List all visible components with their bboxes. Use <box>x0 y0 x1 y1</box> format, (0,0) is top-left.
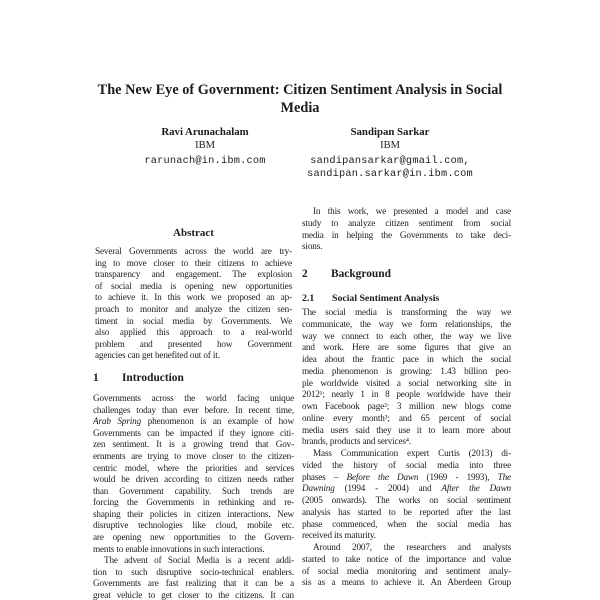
section-1-heading <box>93 371 294 385</box>
author-affiliation: IBM <box>195 140 215 151</box>
subsection-title: Social Sentiment Analysis <box>332 293 440 304</box>
section-title: Background <box>331 268 391 280</box>
author-name: Ravi Arunachalam <box>161 126 249 138</box>
ssa-paragraph-2: Mass Communication expert Curtis (2013) di- vided the history of social media into three phases – Before the Dawn (1969 - 1993), The Dawning (1994 - 2004) and After the Dawn (2005 onwards). The works on social sentiment analysis has started to be reported after the last phase commenced, when the social media has received its maturity. <box>302 448 511 541</box>
abstract-paragraph: Several Governments across the world are try- ing to move closer to their citizens to achieve transparency and engagement. The explosion of social media is opening new opportunities to achieve it. In this work we proposed an ap- proach to monitor and analyze the citizen sen- timent in social media by Governments. We also applied this approach to a real-world problem and presented how Government agencies can get benefited out of it. <box>95 246 292 361</box>
intro-paragraph-2: The advent of Social Media is a recent addi- tion to such disruptive socio-technical enablers. Governments are fast realizing that it can be a great vehicle to get closer to the citizens. It can <box>93 555 294 600</box>
left-column <box>93 0 294 600</box>
author-name: Sandipan Sarkar <box>350 126 430 138</box>
author-affiliation: IBM <box>380 140 400 151</box>
title-line-1: The New Eye of Government: Citizen Sentiment Analysis in Social <box>97 82 503 98</box>
title-line-2: Media <box>280 100 320 116</box>
section-number: 2 <box>302 268 308 280</box>
intro-paragraph-1: Governments across the world facing unique challenges today than ever before. In recent time, Arab Spring phenomenon is an example of how Governments can be impacted if they ignore citi- zen sentiment. It is a growing trend that Gov- ernments are trying to move closer to the citizen- centric model, where the priorities and services would be driven according to citizen needs rather than Government capability. Such trends are forcing the Governments in rethinking and re- shaping their policies in citizen interactions. New disruptive technologies like cloud, mobile etc. are opening new opportunities to the Govern- ments to enable innovations in such interactions. <box>93 392 294 554</box>
opening-paragraph: In this work, we presented a model and case study to analyze citizen sentiment from social media in helping the Governments to take deci- sions. <box>302 206 511 252</box>
section-2-heading <box>302 267 511 281</box>
author-email: sandipan.sarkar@in.ibm.com <box>307 168 473 180</box>
ssa-paragraph-3: Around 2007, the researchers and analysts started to take notice of the importance and value of social media monitoring and sentiment analy- sis as a means to achieve it. An Aberdeen Group <box>302 542 511 588</box>
abstract-heading: Abstract <box>173 227 214 239</box>
author-email: rarunach@in.ibm.com <box>144 155 266 167</box>
ssa-paragraph-1: The social media is transforming the way we communicate, the way we form relationships, the way we connect to each other, the way we live and work. Here are some figures that give an idea about the frantic pace in which the social media phenomenon is growing: 1.43 billion peo- ple worldwide visited a social networking site in 2012¹; nearly 1 in 8 people worldwide have their own Facebook page²; 3 million new blogs come online every month³; and 65 percent of social media users said they use it to learn more about brands, products and services⁴. <box>302 307 511 447</box>
section-title: Introduction <box>122 371 184 384</box>
subsection-number: 2.1 <box>302 293 315 304</box>
author-email: sandipansarkar@gmail.com, <box>310 155 470 167</box>
subsection-2-1-heading <box>302 293 511 305</box>
section-number: 1 <box>93 371 99 384</box>
right-column <box>302 0 511 600</box>
